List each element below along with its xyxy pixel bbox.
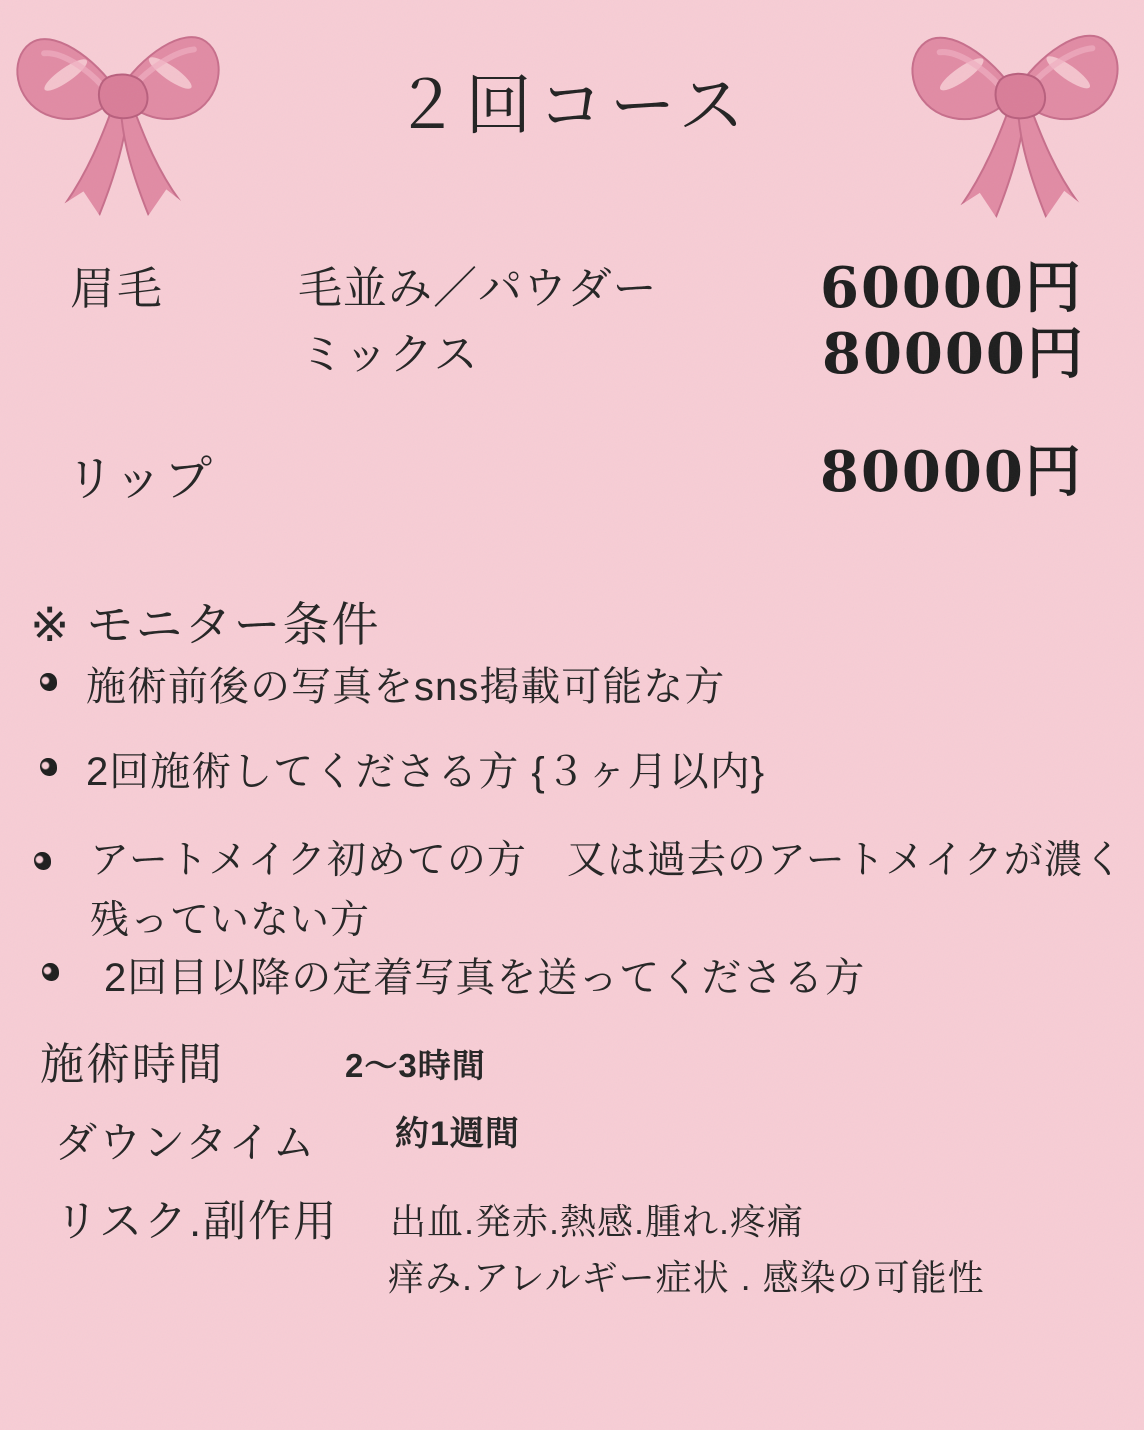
duration-value: 2〜3時間 xyxy=(345,1047,486,1084)
price-value-brow-2: 80000円 xyxy=(822,321,1085,387)
price-value-brow-1: 60000円 xyxy=(820,255,1083,321)
price-option-hairstroke-powder: 毛並み／パウダー xyxy=(298,264,658,313)
condition-item-first-time: アートメイク初めての方 又は過去のアートメイクが濃く残っていない方 xyxy=(90,839,1124,943)
condition-item-photos: 2回目以降の定着写真を送ってくださる方 xyxy=(104,956,866,1000)
price-value-lip: 80000円 xyxy=(820,439,1083,505)
page-title: ２回コース xyxy=(393,68,751,142)
risk-value-line2: 痒み.アレルギー症状 . 感染の可能性 xyxy=(388,1257,985,1298)
price-option-mix: ミックス xyxy=(300,330,479,379)
condition-item-sns: 施術前後の写真をsns掲載可能な方 xyxy=(86,665,726,709)
bullet-icon xyxy=(40,758,57,776)
monitor-conditions-heading: ※ モニター条件 xyxy=(30,598,381,651)
risk-value-line1: 出血.発赤.熱感.腫れ.疼痛 xyxy=(390,1201,805,1242)
bullet-icon xyxy=(42,963,59,981)
risk-label: リスク.副作用 xyxy=(55,1198,339,1246)
condition-item-two-sessions: 2回施術してくださる方 {３ヶ月以内} xyxy=(86,750,766,794)
price-category-brow: 眉毛 xyxy=(70,263,165,314)
downtime-label: ダウンタイム xyxy=(55,1119,317,1166)
duration-label: 施術時間 xyxy=(40,1040,224,1089)
price-category-lip: リップ xyxy=(66,453,215,506)
downtime-value: 約1週間 xyxy=(395,1115,520,1153)
bullet-icon xyxy=(40,673,57,691)
bullet-icon xyxy=(34,852,51,870)
